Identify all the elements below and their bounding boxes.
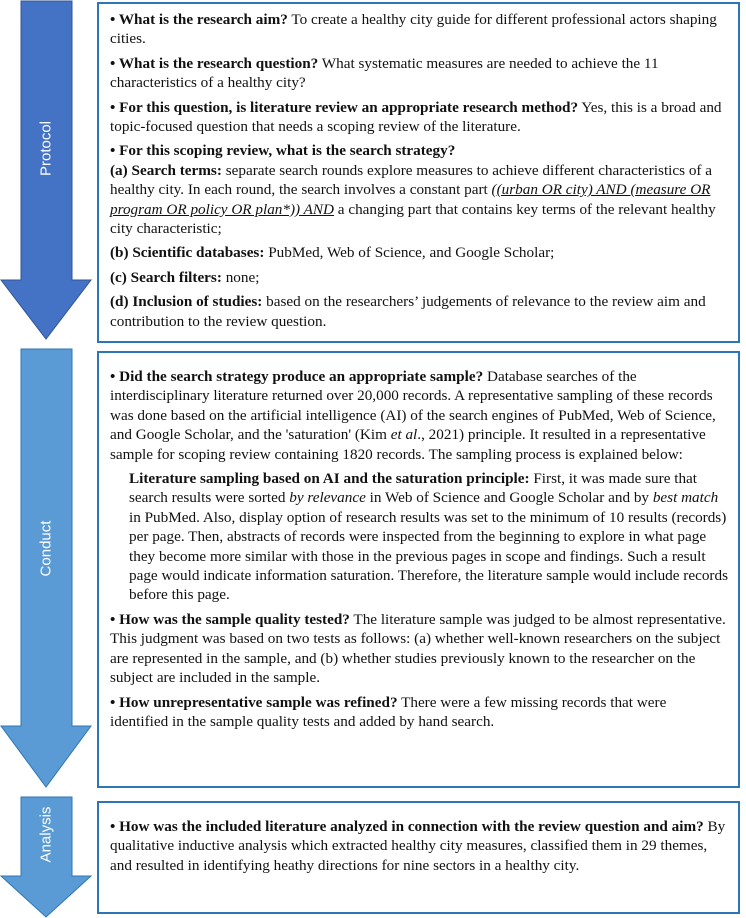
protocol-q2: • What is the research question? What systematic measures are needed to achieve the 11 characteristics of a healthy city? <box>110 54 659 92</box>
analysis-q1: • How was the included literature analyzed in connection with the review question and aim? By qualitative inductive analysis which extracted healthy city measures, classified them in 29 themes, and resulted in identifying heathy directions for nine sectors in a healthy city. <box>110 818 726 874</box>
protocol-q1: • What is the research aim? To create a healthy city guide for different professional actors shaping cities. <box>110 11 717 48</box>
scientific-databases: (b) Scientific databases: PubMed, Web of Science, and Google Scholar; <box>110 244 555 262</box>
conduct-panel <box>97 351 740 788</box>
inclusion-of-studies: (d) Inclusion of studies: based on the researchers’ judgements of relevance to the review aim and contribution to the review question. <box>110 293 706 330</box>
analysis-label: Analysis <box>37 806 55 863</box>
protocol-q3: • For this question, is literature review an appropriate research method? Yes, this is a broad and topic-focused question that needs a scoping review of the literature. <box>110 98 722 136</box>
protocol-label: Protocol <box>37 120 55 177</box>
analysis-panel <box>97 801 740 914</box>
conduct-label: Conduct <box>37 520 55 577</box>
search-filters: (c) Search filters: none; <box>110 268 260 286</box>
conduct-q1: • Did the search strategy produce an appropriate sample? Database searches of the interdisciplinary literature returned over 20,000 records. A representative sampling of these records was done based on the artificial intelligence (AI) of the search engines of PubMed, Web of Science, and Google Scholar, and the 'saturation' (Kim et al., 2021) principle. It resulted in a representative sample for scoping review containing 1820 records. The sampling process is explained below: <box>110 368 716 463</box>
conduct-q3: • How unrepresentative sample was refined? There were a few missing records that were identified in the sample quality tests and added by hand search. <box>110 693 667 730</box>
search-terms: (a) Search terms: separate search rounds explore measures to achieve different characteristics of a healthy city. In each round, the search involves a constant part ((urban OR city) AND (measure OR program OR policy OR plan*)) AND a changing part that contains key terms of the relevant healthy city characteristic; <box>110 161 716 238</box>
protocol-panel <box>97 2 740 343</box>
conduct-q2: • How was the sample quality tested? The literature sample was judged to be almost representative. This judgment was based on two tests as follows: (a) whether well-known researchers on the subject are represented in the sample, and (b) whether studies previously known to the researcher on the subject are included in the sample. <box>110 610 726 687</box>
protocol-q4: • For this scoping review, what is the search strategy? <box>110 142 456 160</box>
literature-sampling: Literature sampling based on AI and the saturation principle: First, it was made sure that search results were sorted by relevance in Web of Science and Google Scholar and by best match in PubMed. Also, display option of research results was set to the minimum of 10 results (records) per page. Then, abstracts of records were inspected from the beginning to explore in what page they become more similar with those in the previous pages in scope and findings. Such a result page would indicate information saturation. Therefore, the literature sample would include records before this page. <box>129 470 728 604</box>
